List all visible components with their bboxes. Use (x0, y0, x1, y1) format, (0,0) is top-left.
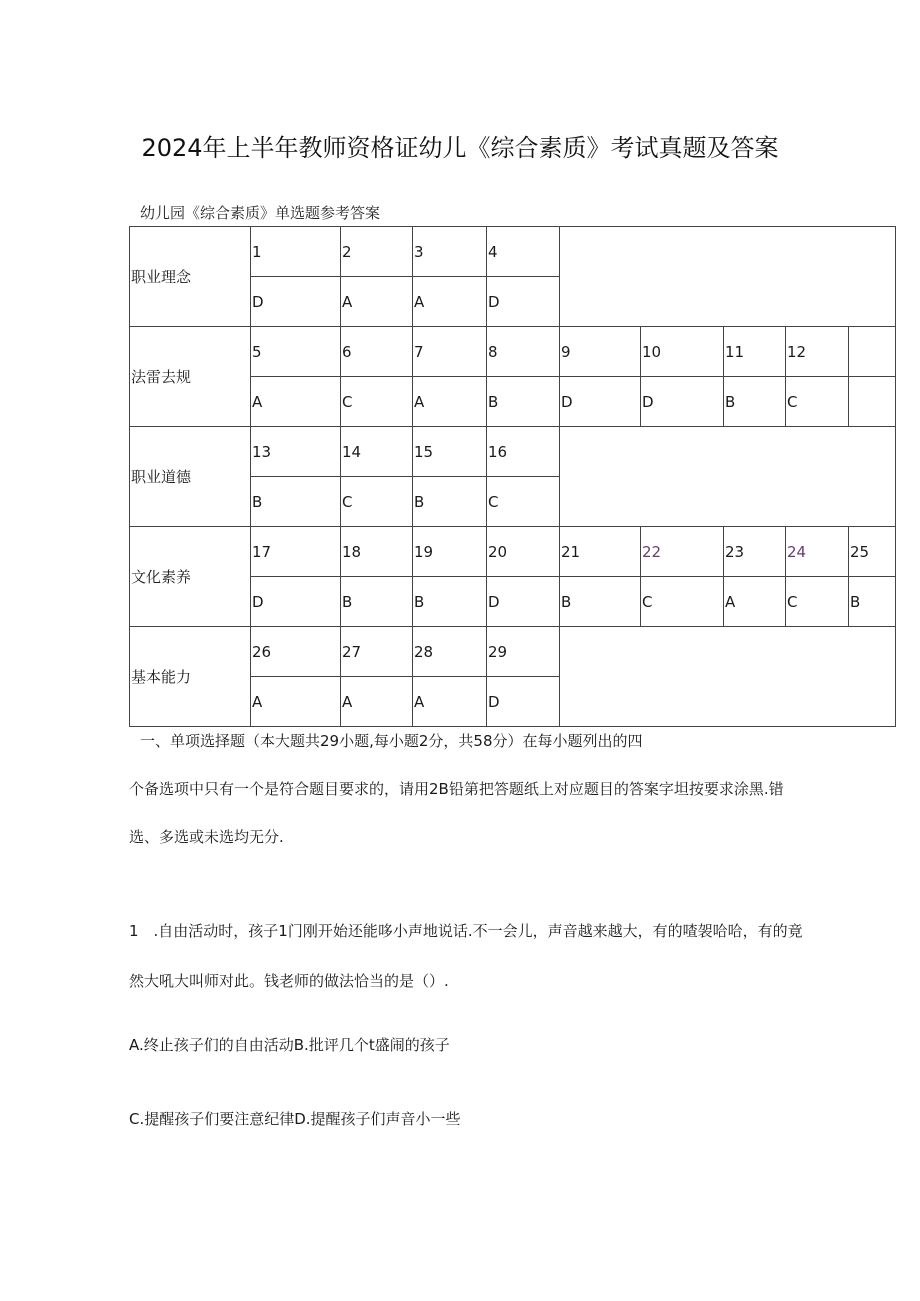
question-1-stem: 1 .自由活动时，孩子1门刚开始还能哆小声地说话.不一会儿，声音越来越大，有的喳袈哈哈，有的竟 (129, 922, 803, 940)
answer-letter: C (487, 477, 560, 527)
question-number: 24 (786, 527, 849, 577)
question-number: 5 (251, 327, 341, 377)
question-number: 27 (341, 627, 413, 677)
question-number: 3 (413, 227, 487, 277)
question-number: 15 (413, 427, 487, 477)
empty-cell (560, 627, 896, 727)
question-1-stem-end: 然大吼大叫师对此。钱老师的做法恰当的是（）. (129, 972, 449, 990)
answer-letter: A (413, 377, 487, 427)
answer-letter: A (251, 677, 341, 727)
question-number: 21 (560, 527, 641, 577)
empty-cell (560, 227, 896, 327)
answer-letter: D (641, 377, 724, 427)
question-number: 4 (487, 227, 560, 277)
answer-letter: B (251, 477, 341, 527)
question-number: 25 (849, 527, 896, 577)
answer-letter: B (487, 377, 560, 427)
table-caption: 幼儿园《综合素质》单选题参考答案 (140, 204, 381, 222)
table-row (130, 527, 896, 577)
answer-letter: C (641, 577, 724, 627)
answer-letter: C (786, 377, 849, 427)
category-cell: 职业道德 (130, 427, 251, 527)
table-row (130, 327, 896, 377)
question-1-options-ab: A.终止孩子们的自由活动B.批评几个t盛闹的孩子 (129, 1036, 450, 1054)
answer-letter: A (251, 377, 341, 427)
answer-letter: B (849, 577, 896, 627)
answer-letter: D (487, 577, 560, 627)
question-number: 1 (251, 227, 341, 277)
answer-letter: D (487, 277, 560, 327)
question-number: 28 (413, 627, 487, 677)
answer-letter: A (413, 677, 487, 727)
question-number: 12 (786, 327, 849, 377)
category-cell: 文化素养 (130, 527, 251, 627)
table-row (130, 427, 896, 477)
category-cell: 职业理念 (130, 227, 251, 327)
page-title: 2024年上半年教师资格证幼儿《综合素质》考试真题及答案 (141, 134, 779, 162)
question-number: 13 (251, 427, 341, 477)
question-number: 18 (341, 527, 413, 577)
empty-cell (849, 377, 896, 427)
answer-letter: A (724, 577, 786, 627)
section-instructions: 个备选项中只有一个是符合题目要求的，请用2B铅第把答题纸上对应题目的答案字坦按要求涂黑.错 (129, 780, 784, 798)
answer-letter: A (341, 677, 413, 727)
question-number: 16 (487, 427, 560, 477)
question-number: 19 (413, 527, 487, 577)
question-number: 26 (251, 627, 341, 677)
question-number: 29 (487, 627, 560, 677)
category-cell: 基本能力 (130, 627, 251, 727)
empty-cell (849, 327, 896, 377)
question-number: 9 (560, 327, 641, 377)
answer-letter: D (487, 677, 560, 727)
answer-letter: C (786, 577, 849, 627)
table-row (130, 627, 896, 677)
answer-letter: A (413, 277, 487, 327)
answer-letter: C (341, 377, 413, 427)
answer-letter: D (251, 577, 341, 627)
answer-letter: D (251, 277, 341, 327)
question-number: 11 (724, 327, 786, 377)
answer-letter: B (413, 577, 487, 627)
answer-letter: D (560, 377, 641, 427)
question-number: 2 (341, 227, 413, 277)
question-number: 7 (413, 327, 487, 377)
section-heading: 一、单项选择题（本大题共29小题,每小题2分，共58分）在每小题列出的四 (140, 732, 643, 750)
question-number: 20 (487, 527, 560, 577)
question-number: 14 (341, 427, 413, 477)
answer-letter: B (560, 577, 641, 627)
empty-cell (560, 427, 896, 527)
question-number: 10 (641, 327, 724, 377)
category-cell: 法雷去规 (130, 327, 251, 427)
question-1-options-cd: C.提醒孩子们要注意纪律D.提醒孩子们声音小一些 (129, 1110, 461, 1128)
answer-letter: B (341, 577, 413, 627)
question-number: 22 (641, 527, 724, 577)
answer-letter: A (341, 277, 413, 327)
answer-letter: C (341, 477, 413, 527)
answer-letter: B (724, 377, 786, 427)
section-instructions-end: 选、多选或未选均无分. (129, 828, 284, 846)
question-number: 23 (724, 527, 786, 577)
question-number: 6 (341, 327, 413, 377)
question-number: 17 (251, 527, 341, 577)
answer-table (129, 226, 896, 727)
question-number: 8 (487, 327, 560, 377)
table-row (130, 227, 896, 277)
answer-letter: B (413, 477, 487, 527)
